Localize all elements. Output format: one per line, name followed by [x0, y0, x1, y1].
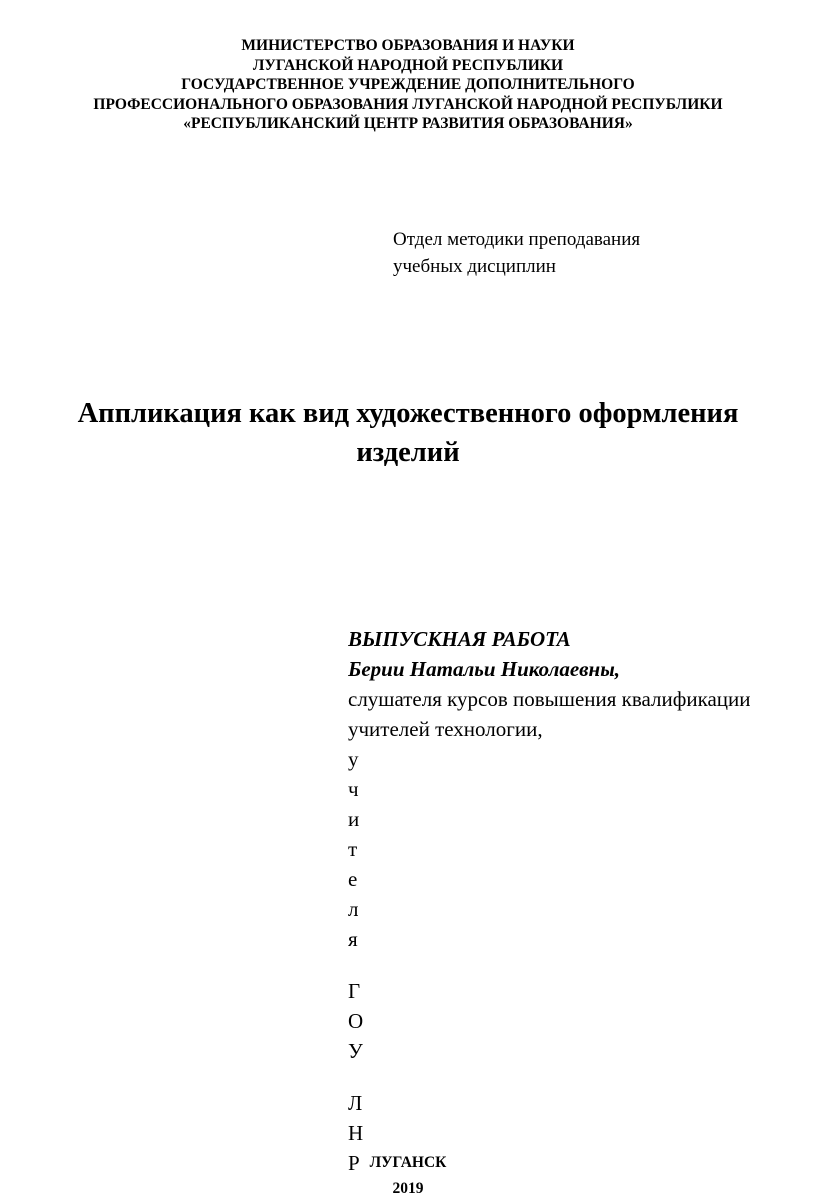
vertical-char: е [348, 867, 358, 891]
document-title [0, 394, 816, 472]
vertical-char: О [348, 1009, 364, 1033]
header-line: ЛУГАНСКОЙ НАРОДНОЙ РЕСПУБЛИКИ [252, 56, 564, 74]
title-line: изделий [356, 437, 460, 468]
vertical-text-column [348, 744, 363, 1178]
vertical-char: у [348, 747, 359, 771]
vertical-char: т [348, 837, 358, 861]
title-line: Аппликация как вид художественного оформления [77, 398, 739, 429]
work-type-label: ВЫПУСКНАЯ РАБОТА [348, 627, 571, 651]
department-block [393, 226, 640, 280]
author-role-line: учителей технологии, [348, 717, 543, 741]
vertical-char: и [348, 807, 360, 831]
vertical-char: Л [348, 1091, 363, 1115]
header-line: МИНИСТЕРСТВО ОБРАЗОВАНИЯ И НАУКИ [241, 37, 575, 54]
vertical-char: я [348, 927, 358, 951]
header-line: «РЕСПУБЛИКАНСКИЙ ЦЕНТР РАЗВИТИЯ ОБРАЗОВАНИЯ» [183, 115, 633, 132]
vertical-char [348, 954, 363, 976]
work-info-block [348, 624, 816, 744]
header-line: ПРОФЕССИОНАЛЬНОГО ОБРАЗОВАНИЯ ЛУГАНСКОЙ НАРОДНОЙ РЕСПУБЛИКИ [93, 95, 723, 113]
vertical-char: л [348, 897, 359, 921]
author-name: Берии Натальи Николаевны, [348, 657, 621, 681]
footer-block [352, 1150, 464, 1202]
header-line: ГОСУДАРСТВЕННОЕ УЧРЕЖДЕНИЕ ДОПОЛНИТЕЛЬНОГО [181, 76, 635, 93]
department-line: Отдел методики преподавания [393, 229, 641, 250]
vertical-char: У [348, 1039, 363, 1063]
footer-year: 2019 [392, 1180, 424, 1197]
vertical-char [348, 1066, 363, 1088]
footer-city: ЛУГАНСК [369, 1154, 447, 1171]
vertical-char: Н [348, 1121, 364, 1145]
vertical-char: Р [348, 1151, 360, 1175]
vertical-char: Г [348, 979, 361, 1003]
vertical-char: ч [348, 777, 359, 801]
author-role-line: слушателя курсов повышения квалификации [348, 687, 751, 711]
department-line: учебных дисциплин [393, 256, 556, 277]
ministry-header [0, 36, 816, 134]
